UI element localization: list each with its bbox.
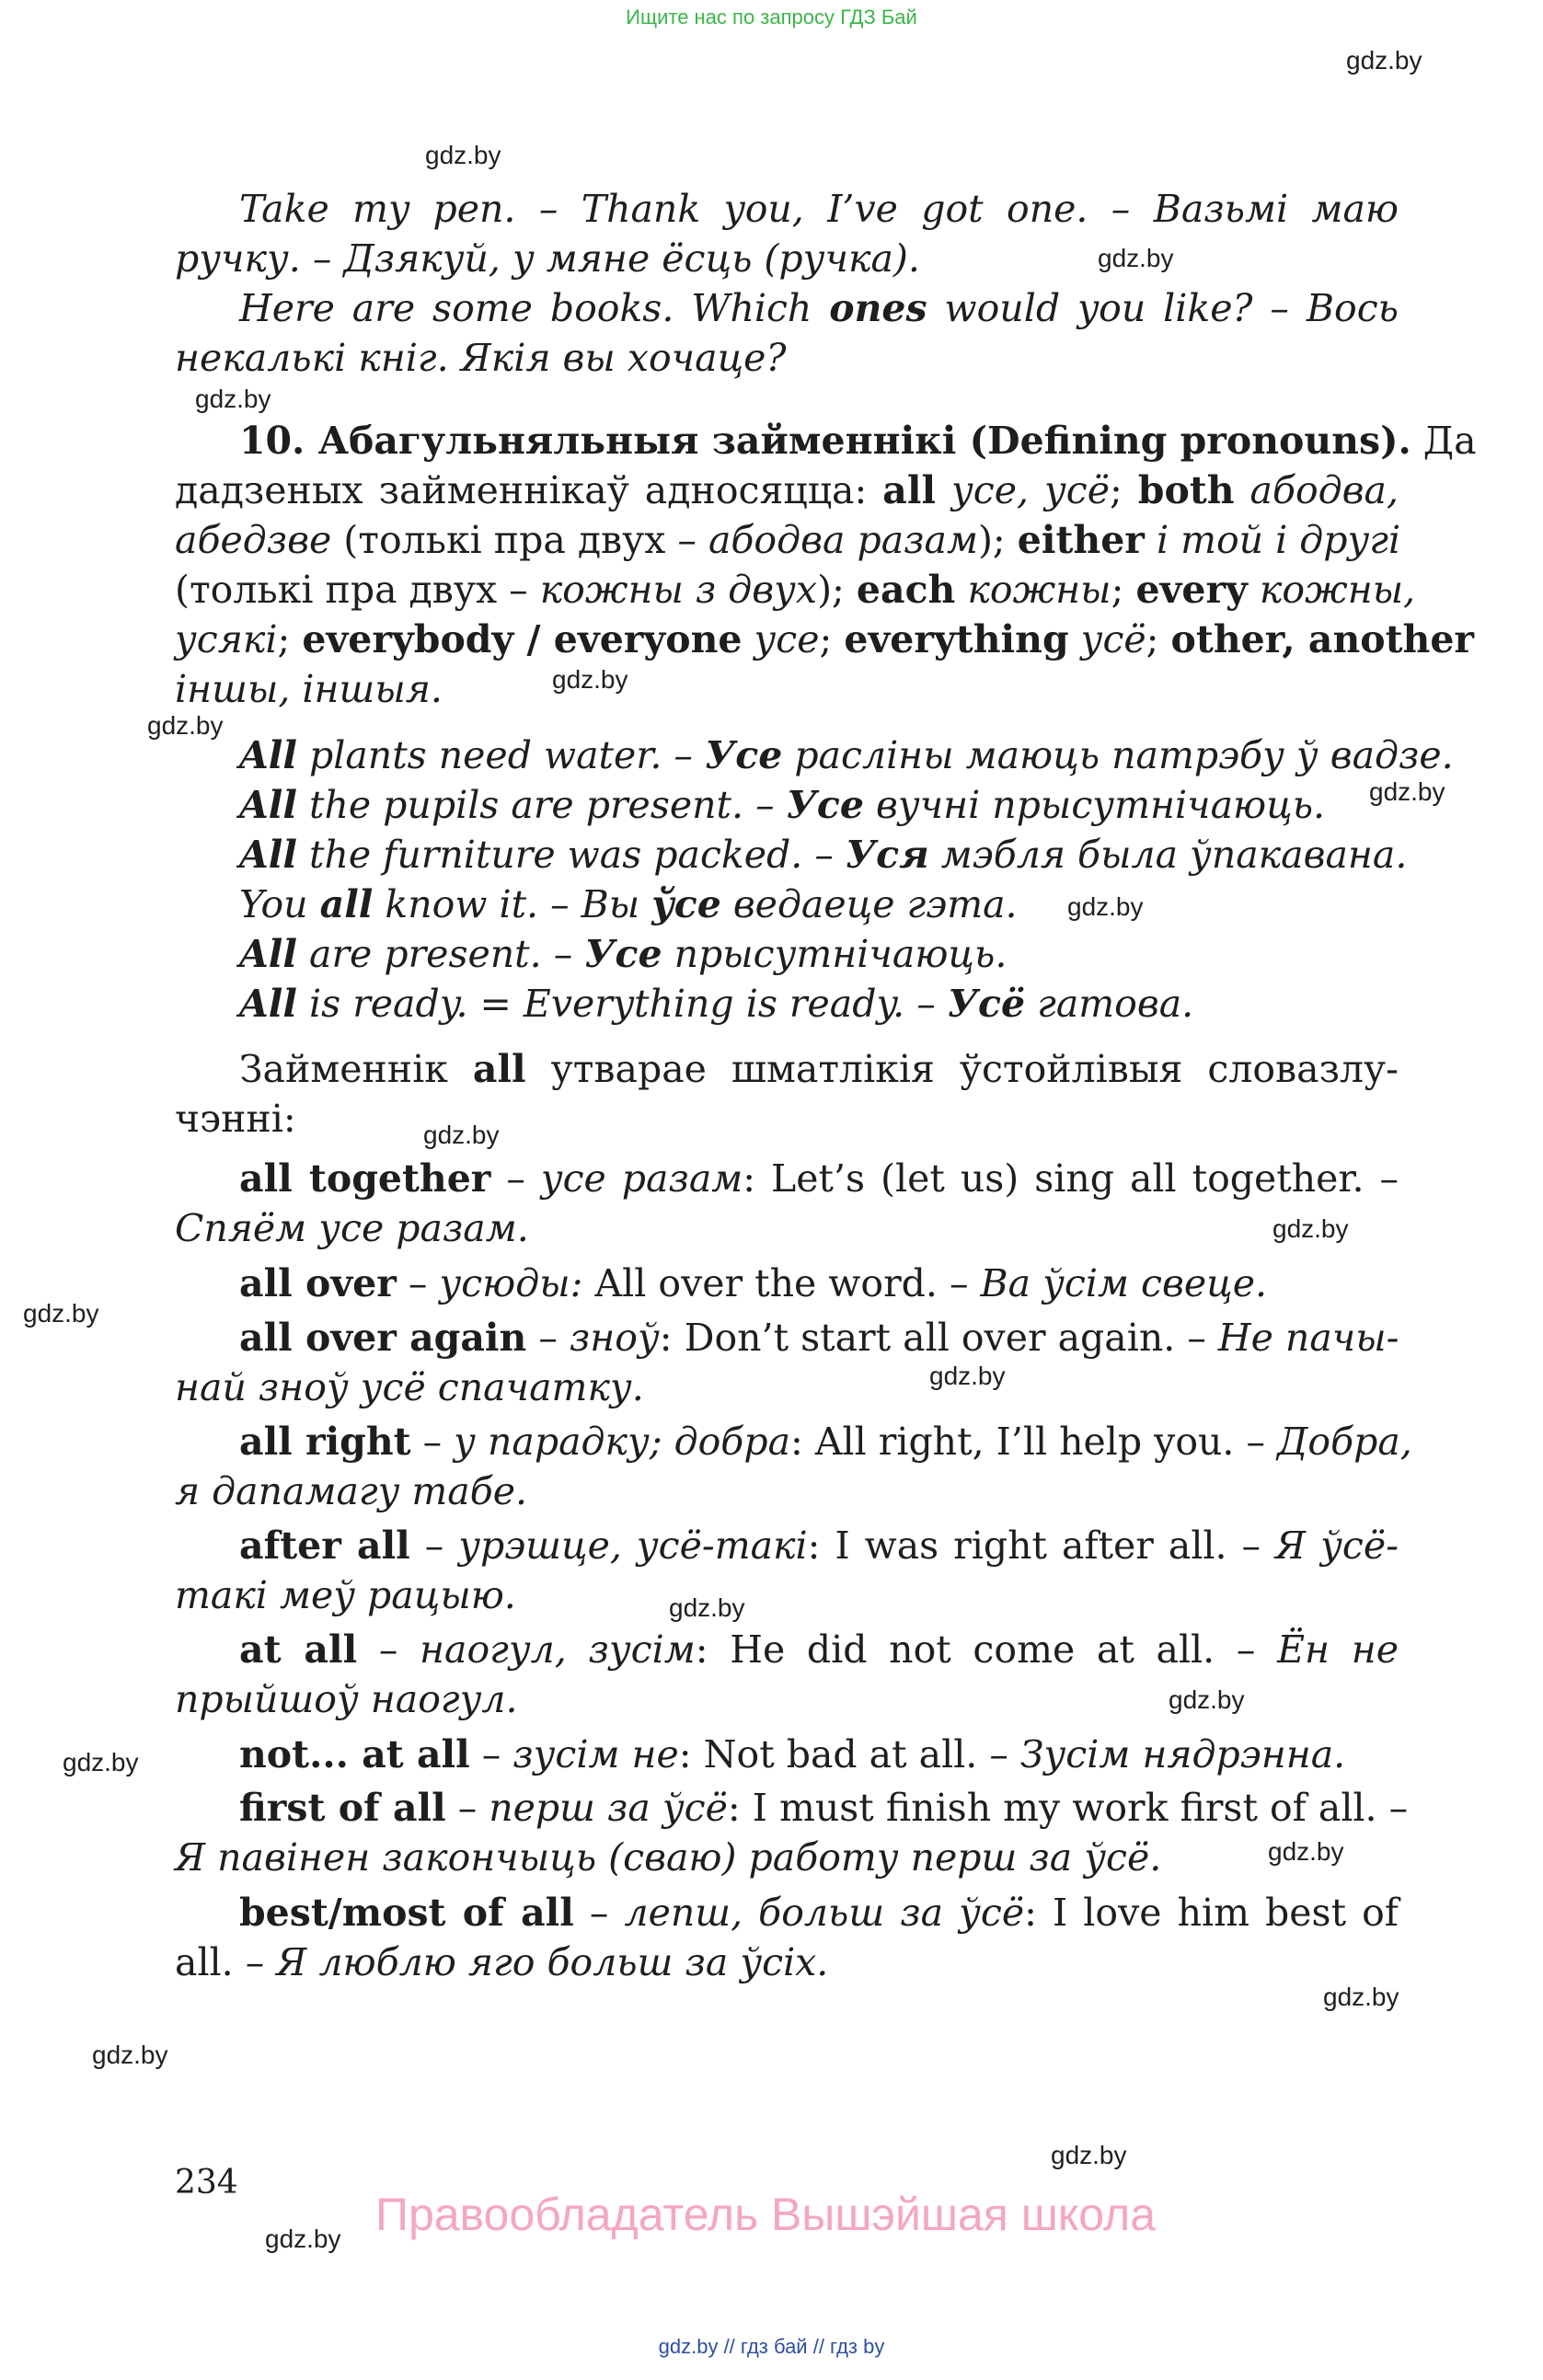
examples-one (175, 184, 1399, 383)
all-example: You all know it. – Вы ўсе ведаеце гэта. (239, 882, 1018, 926)
all-example: All plants need water. – Усе расліны маюць патрэбу ў вадзе. (239, 733, 1454, 777)
idiom-not-at-all: not... at all – зусім не: Not bad at all. – Зусім нядрэнна. (239, 1732, 1346, 1776)
all-example: All the furniture was packed. – Уся мэбля была ўпакавана. (239, 833, 1408, 877)
section-heading: 10. Абагульняльныя займеннікі (Defining pronouns). Да (239, 419, 1477, 463)
example-line: ручку. – Дзякуй, у мяне ёсць (ручка). (175, 236, 920, 281)
watermark: gdz.by (63, 1748, 139, 1776)
watermark: gdz.by (1169, 1685, 1245, 1714)
idiom-all-over: all over – усюды: All over the word. – Ва ўсім свеце. (239, 1261, 1268, 1305)
all-example: All is ready. = Everything is ready. – Усё гатова. (239, 982, 1194, 1026)
watermark: gdz.by (1268, 1837, 1344, 1866)
intro-line: Займеннік all утварае шматлікія ўстойлівыя словазлу- (239, 1047, 1399, 1091)
watermark: gdz.by (425, 141, 501, 169)
idiom-after-all: after all – урэшце, усё-такі: I was right after all. – Я ўсё- такі меў рацыю. (175, 1523, 1399, 1617)
watermark: gdz.by (195, 385, 271, 413)
example-line: Here are some books. Which ones would you like? – Вось (239, 286, 1399, 330)
watermark: gdz.by (1369, 777, 1445, 806)
section-text-line: усякі; everybody / everyone усе; everything усё; other, another (175, 617, 1475, 661)
watermark: gdz.by (1272, 1214, 1349, 1243)
section-text-line: дадзеных займеннікаў адносяцца: all усе, усё; both абодва, (175, 468, 1399, 512)
all-example: All are present. – Усе прысутнічаюць. (239, 932, 1008, 976)
section-text-line: іншы, іншыя. (175, 667, 443, 711)
idiom-at-all: at all – наогул, зусім: He did not come at all. – Ён не прыйшоў наогул. (175, 1627, 1399, 1721)
watermark: gdz.by (265, 2225, 341, 2253)
watermark: gdz.by (929, 1362, 1006, 1390)
idiom-all-right: all right – у парадку; добра: All right, I’ll help you. – Добра, я дапамагу табе. (175, 1420, 1412, 1513)
bottom-banner-link[interactable]: gdz.by // гдз бай // гдз by (658, 2335, 885, 2358)
watermark: gdz.by (147, 711, 224, 740)
section-text-line: (толькі пра двух – кожны з двух); each кожны; every кожны, (175, 568, 1416, 612)
watermark: gdz.by (669, 1593, 745, 1622)
watermark: gdz.by (1346, 46, 1422, 75)
idioms-intro (175, 1044, 1399, 1144)
section-defining-pronouns (175, 416, 1477, 714)
top-banner-link[interactable]: Ищите нас по запросу ГДЗ Бай (626, 6, 917, 29)
idiom-all-over-again: all over again – зноў: Don’t start all over again. – Не пачы- най зноў усё спачатку. (175, 1316, 1399, 1409)
idiom-best-of-all: best/most of all – лепш, больш за ўсё: I love him best of all. – Я люблю яго больш за ўсіх. (175, 1891, 1399, 1984)
idiom-first-of-all: first of all – перш за ўсё: I must finish my work first of all. – Я павінен закончыць (сваю) работу перш за ўсё. (175, 1786, 1409, 1880)
rights-holder: Правообладатель Вышэйшая школа (375, 2189, 1156, 2240)
intro-line: чэнні: (175, 1097, 296, 1141)
all-example: All the pupils are present. – Усе вучні прысутнічаюць. (239, 783, 1326, 827)
watermark: gdz.by (1051, 2141, 1127, 2169)
watermark: gdz.by (552, 665, 628, 694)
example-line: Take my pen. – Thank you, I’ve got one. – Вазьмі маю (239, 187, 1399, 231)
idiom-all-together: all together – усе разам: Let’s (let us) sing all together. – Спяём усе разам. (175, 1156, 1399, 1250)
section-text-line: абедзве (толькі пра двух – абодва разам); either і той і другі (175, 518, 1401, 562)
watermark: gdz.by (423, 1121, 500, 1149)
page-number: 234 (175, 2164, 238, 2202)
watermark: gdz.by (92, 2041, 168, 2069)
example-line: некалькі кніг. Якія вы хочаце? (175, 336, 787, 380)
watermark: gdz.by (1323, 1983, 1399, 2011)
watermark: gdz.by (1067, 892, 1144, 921)
watermark: gdz.by (1098, 244, 1174, 272)
watermark: gdz.by (23, 1299, 99, 1328)
